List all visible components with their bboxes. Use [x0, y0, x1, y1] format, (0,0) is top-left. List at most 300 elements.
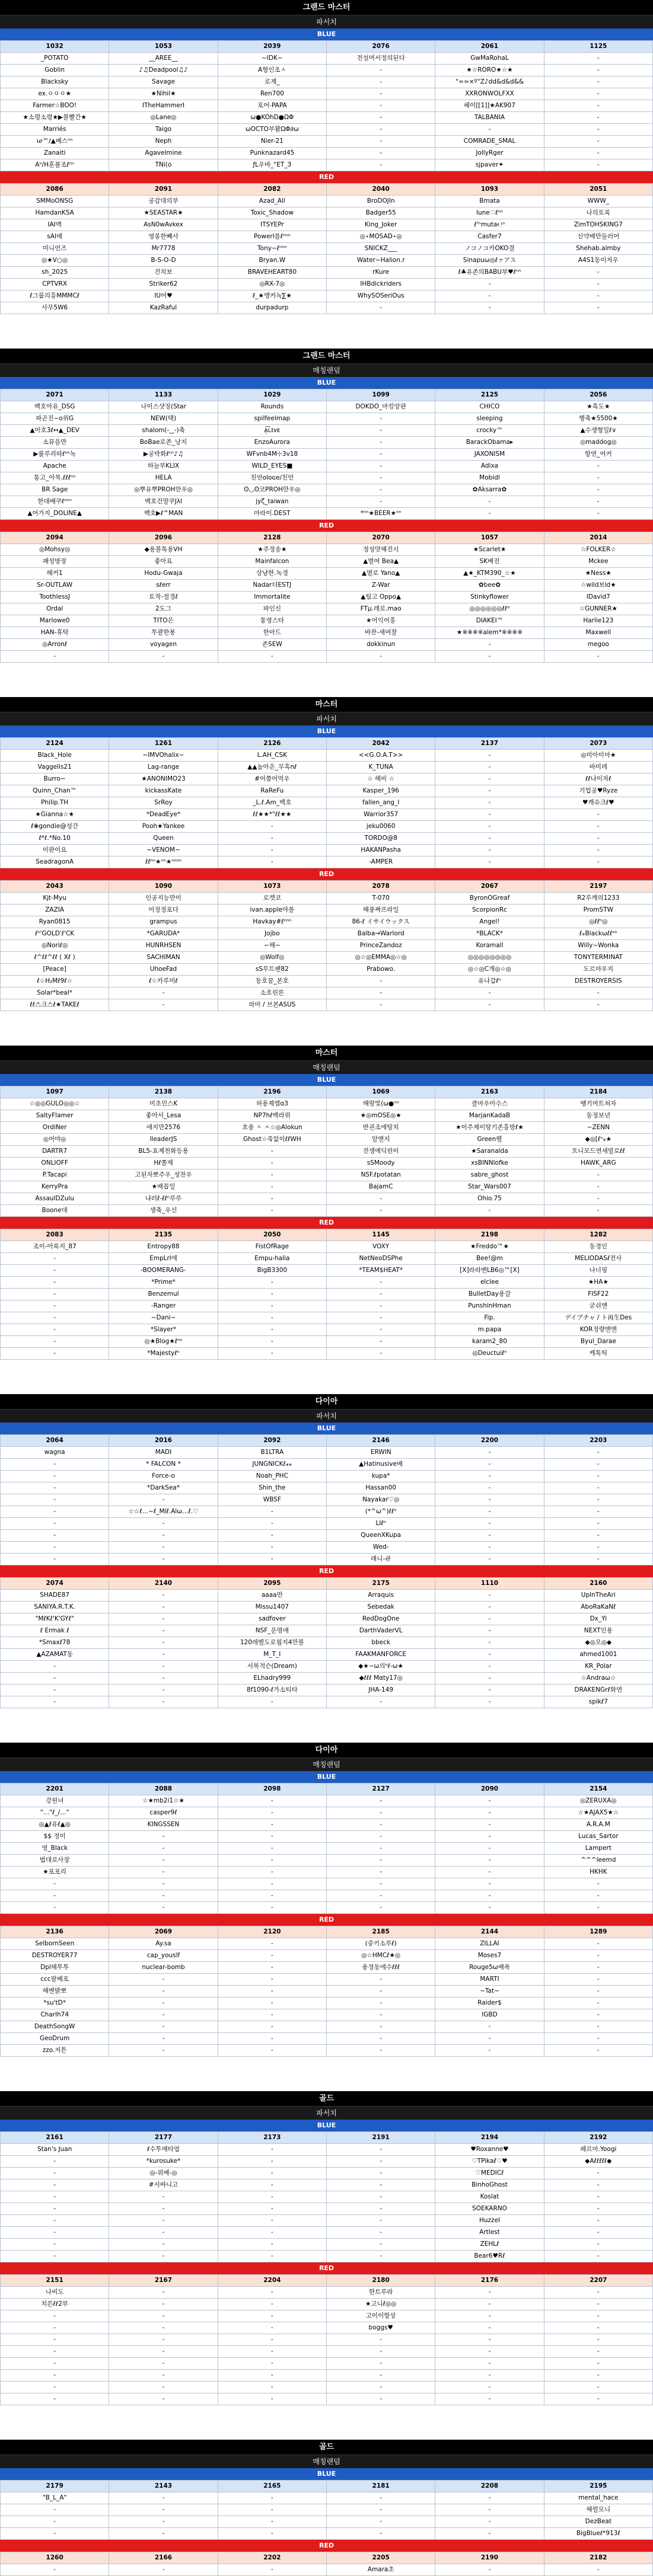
- table-row: [1, 2334, 653, 2346]
- player-cell: SANIYA.R.T.K.: [1, 1602, 109, 1613]
- player-cell: -: [218, 2382, 326, 2393]
- player-cell: -: [326, 1843, 435, 1855]
- section-title: 그랜드 마스터: [0, 349, 653, 363]
- column-header: 2136: [1, 1926, 109, 1938]
- player-cell: -: [109, 1974, 218, 1986]
- player-cell: *Prime*: [109, 1277, 218, 1289]
- player-cell: 포어-PAPA: [218, 100, 326, 112]
- player-cell: -: [326, 1696, 435, 1708]
- player-cell: 호용 ㅅ ㅅ☆◎Alokun: [218, 1122, 326, 1134]
- player-cell: -: [218, 1542, 326, 1554]
- table-row: [1, 1134, 653, 1146]
- player-cell: -: [109, 1997, 218, 2009]
- player-cell: -: [544, 1169, 652, 1181]
- column-header: 2196: [218, 1086, 326, 1098]
- player-cell: *DarkSea*: [109, 1482, 218, 1494]
- player-cell: -: [435, 2393, 544, 2405]
- player-cell: -: [326, 2528, 435, 2540]
- player-cell: ℓⁿ'GOLD'ℓ'CK: [1, 928, 109, 940]
- player-cell: 건치보: [109, 267, 218, 279]
- player-cell: DRAKENGrℓ화연: [544, 1685, 652, 1696]
- player-cell: 고된자뽀주우_성찬우: [109, 1169, 218, 1181]
- player-cell: MARTI: [435, 1974, 544, 1986]
- section: [0, 1394, 653, 1708]
- player-cell: Fip.: [435, 1312, 544, 1324]
- player-cell: -: [435, 2021, 544, 2033]
- team-table: [0, 2274, 653, 2405]
- column-header: 1057: [435, 532, 544, 544]
- player-cell: DOKDO_마킹앙판: [326, 401, 435, 413]
- player-cell: ★☆RORO★☆★: [435, 65, 544, 76]
- player-cell: -: [1, 1277, 109, 1289]
- column-header: 2096: [109, 532, 218, 544]
- player-cell: CHICO: [435, 401, 544, 413]
- player-cell: KazRaful: [109, 302, 218, 314]
- player-cell: -: [109, 2299, 218, 2310]
- player-cell: -: [544, 856, 652, 868]
- player-cell: 페르마.Yoogi: [544, 2144, 652, 2156]
- player-cell: -: [435, 279, 544, 290]
- player-cell: 투괄한봉: [109, 627, 218, 639]
- player-cell: Kasper_196: [326, 785, 435, 797]
- player-cell: Lampert: [544, 1843, 652, 1855]
- player-cell: -: [544, 65, 652, 76]
- player-cell: ▲어가지_DOLINE▲: [1, 508, 109, 520]
- player-cell: -: [435, 1696, 544, 1708]
- player-cell: -: [1, 1518, 109, 1530]
- table-header-row: [1, 184, 653, 196]
- table-row: [1, 1110, 653, 1122]
- player-cell: -: [435, 1530, 544, 1542]
- table-row: [1, 916, 653, 928]
- player-cell: ahmed1001: [544, 1649, 652, 1661]
- player-cell: -: [218, 2033, 326, 2045]
- table-row: [1, 580, 653, 592]
- column-header: 2203: [544, 1435, 652, 1447]
- player-cell: Hodu-Gwaja: [109, 568, 218, 580]
- player-cell: _POTATO: [1, 53, 109, 65]
- table-row: [1, 2203, 653, 2215]
- table-row: [1, 2504, 653, 2516]
- table-row: [1, 425, 653, 437]
- player-cell: 허용제엠ɑ3: [218, 1098, 326, 1110]
- column-header: 2092: [218, 1435, 326, 1447]
- player-cell: jeku0060: [326, 821, 435, 833]
- player-cell: -: [435, 1471, 544, 1482]
- player-cell: -: [109, 2215, 218, 2227]
- player-cell: -: [218, 1169, 326, 1181]
- player-cell: -: [326, 148, 435, 159]
- player-cell: -: [218, 1193, 326, 1205]
- player-cell: 기업공♥Ryze: [544, 785, 652, 797]
- player-cell: RedDogOne: [326, 1613, 435, 1625]
- player-cell: PunshinHman: [435, 1300, 544, 1312]
- player-cell: voyagen: [109, 639, 218, 651]
- player-cell: -: [109, 987, 218, 999]
- player-cell: -: [1, 2346, 109, 2358]
- player-cell: BarackObama▸: [435, 437, 544, 449]
- player-cell: BL5-효제천화등용: [109, 1146, 218, 1158]
- player-cell: ✿Aksarra✿: [435, 484, 544, 496]
- table-row: [1, 987, 653, 999]
- table-row: [1, 124, 653, 136]
- player-cell: ◎Deuctuiℓⁿ: [435, 1348, 544, 1360]
- player-cell: Toxic_Shadow: [218, 207, 326, 219]
- player-cell: ω●KOhD●ΩΦ: [218, 112, 326, 124]
- table-row: [1, 603, 653, 615]
- player-cell: -: [218, 2370, 326, 2382]
- player-cell: FistOfRage: [218, 1241, 326, 1253]
- player-cell: A.R.A.M: [544, 1819, 652, 1831]
- player-cell: -: [109, 2334, 218, 2346]
- table-header-row: [1, 1086, 653, 1098]
- player-cell: ✿bee✿: [435, 580, 544, 592]
- player-cell: HUNRHSEN: [109, 940, 218, 952]
- team-label-blue: BLUE: [0, 1771, 653, 1783]
- player-cell: R2루깨의1233: [544, 893, 652, 905]
- column-header: 2175: [326, 1578, 435, 1590]
- player-cell: Lag-range: [109, 762, 218, 774]
- player-cell: Solar*beal*: [1, 987, 109, 999]
- player-cell: -: [218, 1205, 326, 1217]
- player-cell: -: [435, 856, 544, 868]
- player-cell: -: [218, 1819, 326, 1831]
- player-cell: ▲아호3ℓ↔▲_DEV: [1, 425, 109, 437]
- player-cell: -: [544, 1997, 652, 2009]
- section-subtitle: 파서치: [0, 2106, 653, 2120]
- player-cell: -: [544, 1950, 652, 1962]
- player-cell: -: [544, 2358, 652, 2370]
- player-cell: -: [435, 833, 544, 845]
- player-cell: -: [326, 425, 435, 437]
- player-cell: Nayakar♡◎: [326, 1494, 435, 1506]
- player-cell: -: [435, 1685, 544, 1696]
- player-cell: -: [544, 1506, 652, 1518]
- player-cell: Amara초: [326, 2564, 435, 2576]
- player-cell: -: [1, 2251, 109, 2262]
- player-cell: -: [1, 2504, 109, 2516]
- player-cell: ◎ℓℓⁿ◎: [544, 916, 652, 928]
- player-cell: Striker62: [109, 279, 218, 290]
- section-title: 다이아: [0, 1743, 653, 1757]
- player-cell: HELA: [109, 472, 218, 484]
- player-cell: -: [218, 2528, 326, 2540]
- player-cell: ▲팀고 Oppo▲: [326, 592, 435, 603]
- player-cell: -: [326, 2203, 435, 2215]
- table-row: [1, 76, 653, 88]
- player-cell: casper9ℓ: [109, 1807, 218, 1819]
- player-cell: "…"ℓ_/…": [1, 1807, 109, 1819]
- player-cell: -: [218, 1289, 326, 1300]
- player-cell: -: [326, 437, 435, 449]
- player-cell: IU어♥: [109, 290, 218, 302]
- player-cell: Stinkyflower: [435, 592, 544, 603]
- player-cell: -: [544, 651, 652, 663]
- player-cell: 나의토록: [544, 207, 652, 219]
- player-cell: ◎미아이마★: [544, 750, 652, 762]
- player-cell: MELIODASℓ전사: [544, 1253, 652, 1265]
- player-cell: -: [435, 1506, 544, 1518]
- player-cell: -: [326, 1795, 435, 1807]
- player-cell: -: [544, 472, 652, 484]
- table-row: [1, 1649, 653, 1661]
- player-cell: "B_L_A": [1, 2492, 109, 2504]
- player-cell: -: [326, 976, 435, 987]
- player-cell: L.AH_CSK: [218, 750, 326, 762]
- player-cell: Sr-OUTLAW: [1, 580, 109, 592]
- player-cell: 항연_어커: [544, 449, 652, 461]
- player-cell: -: [326, 2156, 435, 2168]
- player-cell: Agavelmine: [109, 148, 218, 159]
- player-cell: -: [544, 821, 652, 833]
- table-row: [1, 821, 653, 833]
- player-cell: -: [1, 1878, 109, 1890]
- player-cell: -: [544, 2215, 652, 2227]
- column-header: 2125: [435, 389, 544, 401]
- player-cell: ◎Mohsy◎: [1, 544, 109, 556]
- team-table: [0, 1434, 653, 1565]
- player-cell: ◆ℓℓℓ Mαty17◎: [326, 1673, 435, 1685]
- player-cell: Taigo: [109, 124, 218, 136]
- table-header-row: [1, 532, 653, 544]
- player-cell: -: [218, 1867, 326, 1878]
- column-header: 1090: [109, 881, 218, 893]
- player-cell: -: [326, 484, 435, 496]
- player-cell: 인공지능만이: [109, 893, 218, 905]
- table-row: [1, 148, 653, 159]
- player-cell: -: [435, 1518, 544, 1530]
- team-label-red: RED: [0, 1565, 653, 1577]
- player-cell: -: [544, 2382, 652, 2393]
- section-subtitle: 매칭랜덤: [0, 1757, 653, 1771]
- table-row: [1, 2346, 653, 2358]
- player-cell: KINGSSEN: [109, 1819, 218, 1831]
- player-cell: -: [218, 2310, 326, 2322]
- table-row: [1, 53, 653, 65]
- player-cell: Casfer7: [435, 231, 544, 243]
- player-cell: ℓ'ⁿmuta℮ⁿ: [435, 219, 544, 231]
- table-row: [1, 1938, 653, 1950]
- table-row: [1, 845, 653, 856]
- team-table: [0, 532, 653, 663]
- player-cell: -: [435, 2310, 544, 2322]
- player-cell: -: [109, 2203, 218, 2215]
- player-cell: King_Joker: [326, 219, 435, 231]
- player-cell: KerryPra: [1, 1181, 109, 1193]
- player-cell: ℓ그룹의흥MMMCℓ: [1, 290, 109, 302]
- table-row: [1, 1997, 653, 2009]
- player-cell: -: [218, 1348, 326, 1360]
- team-label-red: RED: [0, 1217, 653, 1229]
- table-row: [1, 1482, 653, 1494]
- player-cell: -: [544, 2203, 652, 2215]
- table-row: [1, 449, 653, 461]
- player-cell: WFvnb4M⊹3v18: [218, 449, 326, 461]
- player-cell: HKHK: [544, 1867, 652, 1878]
- team-label-red: RED: [0, 520, 653, 532]
- player-cell: crocky™: [435, 425, 544, 437]
- player-cell: 존SEW: [218, 639, 326, 651]
- player-cell: Farmer☆BOO!: [1, 100, 109, 112]
- player-cell: -: [218, 1974, 326, 1986]
- player-cell: 해풍쨔프라일: [326, 905, 435, 916]
- column-header: 2124: [1, 738, 109, 750]
- table-row: [1, 1843, 653, 1855]
- player-cell: shalom(-‿-)축: [109, 425, 218, 437]
- player-cell: -: [544, 2322, 652, 2334]
- player-cell: 용정동에수ℓℓℓ: [326, 1962, 435, 1974]
- player-cell: -: [435, 1843, 544, 1855]
- player-cell: 이판이요: [1, 845, 109, 856]
- player-cell: Koramall: [435, 940, 544, 952]
- player-cell: -: [435, 2564, 544, 2576]
- player-cell: sAl메: [1, 231, 109, 243]
- player-cell: rKure: [326, 267, 435, 279]
- player-cell: ★※※※※alem*※※※※: [435, 627, 544, 639]
- table-row: [1, 65, 653, 76]
- column-header: 2014: [544, 532, 652, 544]
- column-header: 2078: [326, 881, 435, 893]
- player-cell: HamdanKSA: [1, 207, 109, 219]
- section: [0, 0, 653, 314]
- player-cell: -: [435, 1554, 544, 1565]
- table-row: [1, 255, 653, 267]
- table-row: [1, 2156, 653, 2168]
- player-cell: Prabowo.: [326, 964, 435, 976]
- table-row: [1, 1685, 653, 1696]
- team-label-red: RED: [0, 1914, 653, 1926]
- section: [0, 2091, 653, 2405]
- player-cell: ◎Wolf◎: [218, 952, 326, 964]
- column-header: 2151: [1, 2275, 109, 2287]
- table-row: [1, 207, 653, 219]
- player-cell: -: [1, 1324, 109, 1336]
- player-cell: Queen: [109, 833, 218, 845]
- player-cell: -: [218, 2045, 326, 2057]
- player-cell: kickassKate: [109, 785, 218, 797]
- table-header-row: [1, 1578, 653, 1590]
- player-cell: Angel!: [435, 916, 544, 928]
- player-cell: FAAKMANFORCE: [326, 1649, 435, 1661]
- player-cell: -: [109, 1530, 218, 1542]
- player-cell: -: [544, 290, 652, 302]
- player-cell: ▶공박화ℓⁿⁿ♪♫: [109, 449, 218, 461]
- player-cell: -: [109, 1554, 218, 1565]
- column-header: 2071: [1, 389, 109, 401]
- player-cell: -: [1, 1902, 109, 1914]
- player-cell: Powerl를ℓⁿⁿⁿ: [218, 231, 326, 243]
- table-row: [1, 940, 653, 952]
- player-cell: NP7hℓ백라위: [218, 1110, 326, 1122]
- player-cell: FISF22: [544, 1289, 652, 1300]
- player-cell: 나너핑: [544, 1265, 652, 1277]
- player-cell: ☆FOLKER☆: [544, 544, 652, 556]
- player-cell: -: [544, 2251, 652, 2262]
- player-cell: -: [435, 1661, 544, 1673]
- player-cell: -: [1, 2528, 109, 2540]
- player-cell: -: [218, 821, 326, 833]
- player-cell: -: [218, 651, 326, 663]
- player-cell: 생축_우신: [109, 1205, 218, 1217]
- player-cell: ERWIN: [326, 1447, 435, 1459]
- player-cell: -: [218, 1336, 326, 1348]
- section-title: 골드: [0, 2440, 653, 2454]
- table-row: [1, 219, 653, 231]
- player-cell: <<G.O.A.T>>: [326, 750, 435, 762]
- player-cell: -: [435, 651, 544, 663]
- player-cell: -: [544, 1902, 652, 1914]
- player-cell: -: [435, 1447, 544, 1459]
- player-cell: -: [326, 999, 435, 1011]
- player-cell: spilfeelmap: [218, 413, 326, 425]
- player-cell: IHBdickriders: [326, 279, 435, 290]
- player-cell: -: [326, 2492, 435, 2504]
- player-cell: JUNGNICKℓ⁎⁎: [218, 1459, 326, 1471]
- team-label-blue: BLUE: [0, 377, 653, 389]
- player-cell: ◎◎◎◎◎◎◎◎: [435, 952, 544, 964]
- team-label-blue: BLUE: [0, 2468, 653, 2480]
- table-row: [1, 627, 653, 639]
- column-header: 2074: [1, 1578, 109, 1590]
- player-cell: -: [435, 2504, 544, 2516]
- player-cell: -: [109, 2239, 218, 2251]
- section-title: 다이아: [0, 1394, 653, 1409]
- table-row: [1, 2358, 653, 2370]
- player-cell: JHA-149: [326, 1685, 435, 1696]
- column-header: 2166: [109, 2552, 218, 2564]
- table-row: [1, 2239, 653, 2251]
- player-cell: Kjt-Myu: [1, 893, 109, 905]
- player-cell: -: [435, 999, 544, 1011]
- player-cell: 소뮤을만: [1, 437, 109, 449]
- table-row: [1, 1890, 653, 1902]
- player-cell: 미니언즈: [1, 243, 109, 255]
- table-row: [1, 1447, 653, 1459]
- player-cell: -: [435, 1542, 544, 1554]
- player-cell: -: [109, 2191, 218, 2203]
- player-cell: ★Gianna☆★: [1, 809, 109, 821]
- player-cell: -: [218, 2251, 326, 2262]
- player-cell: -: [326, 2009, 435, 2021]
- player-cell: 한트루라: [326, 2287, 435, 2299]
- player-cell: -: [1, 1530, 109, 1542]
- player-cell: ʘ◡ʘ코PROH만우◎: [218, 484, 326, 496]
- column-header: 2039: [218, 41, 326, 53]
- team-table: [0, 40, 653, 171]
- player-cell: Charlh74: [1, 2009, 109, 2021]
- player-cell: -: [326, 1807, 435, 1819]
- table-header-row: [1, 41, 653, 53]
- player-cell: 나이스샷징(Star: [109, 401, 218, 413]
- player-cell: -: [109, 1685, 218, 1696]
- player-cell: -: [435, 797, 544, 809]
- column-header: 2195: [544, 2481, 652, 2492]
- team-label-red: RED: [0, 171, 653, 183]
- player-cell: -: [435, 1819, 544, 1831]
- player-cell: ★Nihil★: [109, 88, 218, 100]
- table-row: [1, 1122, 653, 1134]
- player-cell: -: [435, 1902, 544, 1914]
- player-cell: M_T_I: [218, 1649, 326, 1661]
- player-cell: -: [109, 2346, 218, 2358]
- table-row: [1, 1878, 653, 1890]
- player-cell: -: [1, 1890, 109, 1902]
- player-cell: -: [326, 1986, 435, 1997]
- player-cell: ★ANONIMO23: [109, 774, 218, 785]
- table-row: [1, 1205, 653, 1217]
- team-table: [0, 1783, 653, 1914]
- player-cell: -: [326, 2393, 435, 2405]
